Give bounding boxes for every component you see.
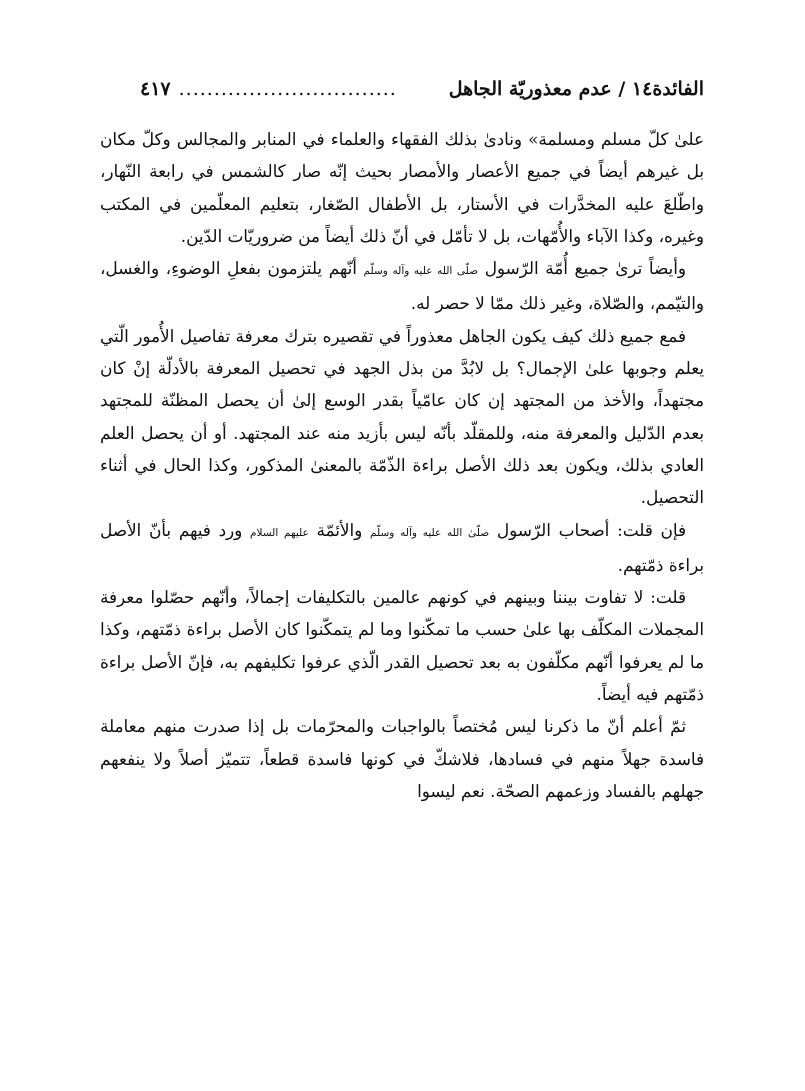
- body-text: [100, 123, 704, 807]
- paragraph-3: فمع جميع ذلك كيف يكون الجاهل معذوراً في تقصيره بترك معرفة تفاصيل الأُمور الّتي يعلم وجوبها علىٰ الإجمال؟ بل لابُدَّ من بذل الجهد في تحصيل المعرفة بالأدلّة إنْ كان مجتهداً، والأخذ من المجتهد إن كان عامّياً بقدر الوسع إلىٰ أن يحصل المظنّة للمجتهد بعدم الدّليل والمعرفة منه، وللمقلّد بأنّه ليس بأزيد منه عند المجتهد. أو أن يحصل العلم العادي بذلك، ويكون بعد ذلك الأصل براءة الذّمّة بالمعنىٰ المذكور، وكذا الحال في أثناء التحصيل.: [100, 325, 704, 508]
- page-number: ٤١٧: [140, 78, 171, 100]
- paragraph-6: ثمّ أعلم أنّ ما ذكرنا ليس مُختصاً بالواجبات والمحرّمات بل إذا صدرت منهم معاملة فاسدة جهلاً منهم في فسادها، فلاشكّ في كونها فاسدة قطعاً، تتميّز أصلاً ولا ينفعهم جهلهم بالفساد وزعمهم الصحّة. نعم ليسوا: [100, 716, 704, 801]
- paragraph-4-mid: والأئمّة: [308, 519, 371, 540]
- honorific-salawat: صلّىٰ الله عليه وآله وسلّم: [370, 526, 490, 539]
- honorific-alayhim: عليهم السلام: [250, 526, 309, 539]
- paragraph-4-end: ورد فيهم بأنّ الأصل براءة ذمّتهم.: [100, 519, 704, 575]
- paragraph-2-start: وأيضاً ترىٰ جميع أُمّة الرّسول: [478, 258, 686, 279]
- paragraph-4: [100, 514, 704, 582]
- honorific-salawat: صلّى الله عليه وآله وسلّم: [363, 265, 479, 278]
- paragraph-5: قلت: لا تفاوت بيننا وبينهم في كونهم عالمين بالتكليفات إجمالاً، وأنّهم حصّلوا معرفة المجملات المكلّف بها علىٰ حسب ما تمكّنوا وما لم يتمكّنوا كان الأصل براءة ذمّتهم، وكذا ما لم يعرفوا أنّهم مكلّفون به بعد تحصيل القدر الّذي عرفوا تكليفهم به، فإنّ الأصل براءة ذمّتهم فيه أيضاً.: [100, 587, 704, 705]
- dot-leader: ...............................: [178, 78, 397, 100]
- paragraph-2: [100, 252, 704, 320]
- running-header: [140, 78, 704, 108]
- paragraph-1: علىٰ كلّ مسلم ومسلمة» ونادىٰ بذلك الفقهاء والعلماء في المنابر والمجالس وكلّ مكان بل غيرهم أيضاً في جميع الأعصار والأمصار بحيث إنّه صار كالشمس في رابعة النّهار، واطّلعَ عليه المخدَّرات في الأستار، بل الأطفال الصّغار، بتعليم المعلّمين في المكتب وغيره، وكذا الآباء والأُمّهات، بل لا تأمّل في أنّ ذلك أيضاً من ضروريّات الدّين.: [100, 129, 704, 246]
- chapter-title: الفائدة١٤ / عدم معذوريّة الجاهل: [448, 78, 704, 100]
- paragraph-4-start: فإن قلت: أصحاب الرّسول: [489, 519, 687, 540]
- paragraph-2-end: أنّهم يلتزمون بفعلِ الوضوءِ، والغسل، والتيّمم، والصّلاة، وغير ذلك ممّا لا حصر له.: [100, 258, 704, 314]
